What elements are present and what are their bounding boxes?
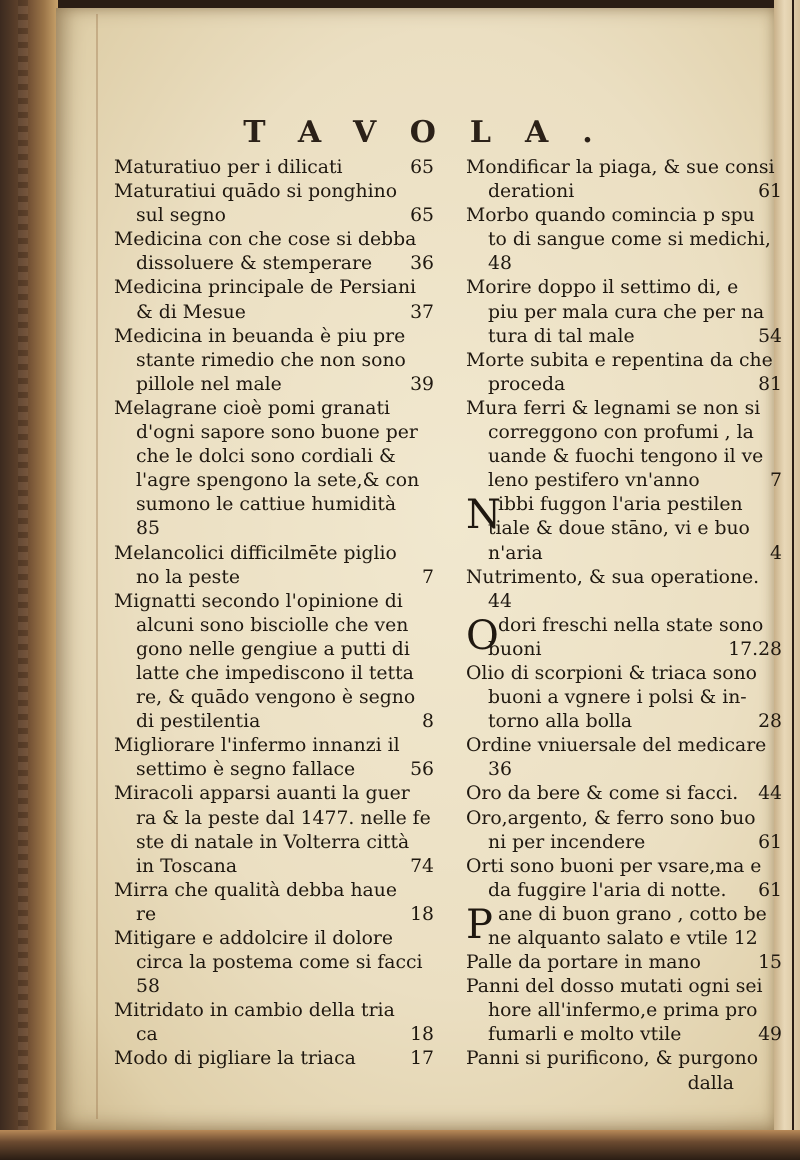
index-entry-text: Olio di scorpioni & triaca sono — [466, 662, 757, 684]
index-entry-line — [114, 758, 434, 782]
page-bottom-edge — [0, 1130, 800, 1160]
index-entry-line — [466, 879, 782, 903]
index-entry-text: ibbi fuggon l'aria pestilen — [498, 494, 743, 516]
index-entry-text: piu per mala cura che per na — [488, 301, 765, 323]
index-entry-line — [114, 276, 434, 300]
index-entry-text: Morbo quando comincia p spu — [466, 205, 755, 227]
index-entry-line — [466, 758, 782, 782]
index-column-right — [466, 156, 782, 1096]
index-entry-text: Maturatiuo per i dilicati — [114, 157, 343, 178]
index-entry-line — [114, 445, 434, 469]
index-entry-text: che le dolci sono cordiali & — [136, 446, 396, 468]
index-entry-line — [114, 180, 434, 204]
catchword — [466, 1072, 782, 1096]
index-entry-text: Mignatti secondo l'opinione di — [114, 590, 403, 612]
index-entry-line — [466, 421, 782, 445]
page-reference-number: 56 — [410, 759, 434, 781]
index-entry-line — [114, 349, 434, 373]
page-reference-number: 81 — [758, 373, 782, 395]
page-reference-number: 61 — [758, 831, 782, 853]
index-entry-line — [466, 180, 782, 204]
index-entry-text: 85 — [136, 518, 160, 540]
index-entry-line — [114, 301, 434, 325]
index-entry-line — [466, 662, 782, 686]
index-entry-text: ste di natale in Volterra città — [136, 831, 410, 853]
page-reference-number: 61 — [758, 181, 782, 203]
index-entry-text: pillole nel male — [136, 373, 282, 395]
index-entry-text: Oro,argento, & ferro sono buo — [466, 807, 756, 829]
page-reference-number: 18 — [410, 903, 434, 925]
page-reference-number: 39 — [410, 373, 434, 395]
index-entry-text: Mitigare e addolcire il dolore — [114, 928, 394, 949]
index-column-left — [114, 156, 434, 1072]
index-entry-text: alcuni sono bisciolle che ven — [136, 614, 409, 636]
index-entry-text: Mondificar la piaga, & sue consi — [466, 157, 775, 178]
index-entry-line — [114, 228, 434, 252]
index-entry-text: ne alquanto salato e vtile 12 — [488, 928, 758, 949]
index-entry-text: dalla — [687, 1072, 734, 1094]
index-entry-line — [114, 662, 434, 686]
index-entry-line — [466, 445, 782, 469]
page-reference-number: 36 — [410, 253, 434, 275]
index-entry-line — [466, 590, 782, 614]
index-entry-line — [114, 879, 434, 903]
index-entry-line — [466, 999, 782, 1023]
index-entry-line — [114, 469, 434, 493]
index-entry-line — [466, 638, 782, 662]
index-entry-line — [114, 614, 434, 638]
index-entry-line — [114, 325, 434, 349]
running-head: TAVOLA. — [243, 115, 627, 150]
page-reference-number: 44 — [758, 783, 782, 805]
index-entry-text: hore all'infermo,e prima pro — [488, 1000, 758, 1022]
index-entry-line — [114, 782, 434, 806]
index-entry-text: re — [136, 903, 157, 925]
index-entry-text: l'agre spengono la sete,& con — [136, 470, 420, 492]
index-entry-line — [466, 204, 782, 228]
index-entry-text: in Toscana — [136, 855, 238, 877]
index-entry-line — [466, 782, 782, 806]
index-entry-text: Orti sono buoni per vsare,ma e — [466, 855, 762, 877]
index-entry-text: 36 — [488, 759, 512, 781]
index-entry-text: Mura ferri & legnami se non si — [466, 397, 761, 419]
index-entry-text: ane di buon grano , cotto be — [498, 903, 767, 925]
page-reference-number: 17.28 — [728, 638, 782, 660]
index-entry-line — [466, 855, 782, 879]
index-entry-text: Melancolici difficilmēte piglio — [114, 542, 397, 564]
index-entry-text: Miracoli apparsi auanti la guer — [114, 783, 410, 805]
index-entry-text: Medicina con che cose si debba — [114, 229, 417, 251]
index-entry-text: Nutrimento, & sua operatione. — [466, 566, 760, 588]
index-entry-text: dissoluere & stemperare — [136, 253, 373, 275]
page-reference-number: 37 — [410, 301, 434, 323]
drop-cap-letter: P — [466, 901, 493, 948]
index-entry-line — [114, 373, 434, 397]
index-entry-text: to di sangue come si medichi, — [488, 229, 771, 251]
index-entry-line — [114, 855, 434, 879]
index-entry-text: dori freschi nella state sono — [498, 614, 764, 636]
index-entry-text: Panni si purificono, & purgono — [466, 1048, 759, 1070]
index-entry-line — [466, 807, 782, 831]
index-entry-line — [114, 590, 434, 614]
page-reference-number: 49 — [758, 1024, 782, 1046]
index-entry-text: circa la postema come si facci — [136, 952, 423, 974]
index-entry-text: latte che impediscono il tetta — [136, 662, 414, 684]
index-entry-text: re, & quādo vengono è segno — [136, 687, 416, 709]
index-entry-text: Mirra che qualità debba haue — [114, 879, 397, 901]
index-entry-text: 48 — [488, 253, 512, 275]
index-entry-line — [114, 710, 434, 734]
drop-cap-letter: O — [466, 612, 499, 659]
index-entry-line — [466, 566, 782, 590]
index-entry-line — [466, 373, 782, 397]
index-entry-text: da fuggire l'aria di notte. — [488, 879, 727, 901]
index-entry-line — [466, 734, 782, 758]
index-entry-line — [114, 903, 434, 927]
page-reference-number: 74 — [410, 855, 434, 877]
index-entry-text: sul segno — [136, 205, 226, 227]
index-entry-text: proceda — [488, 373, 566, 395]
index-entry-line — [114, 517, 434, 541]
page-reference-number: 17 — [410, 1048, 434, 1070]
index-entry-text: derationi — [488, 181, 575, 203]
index-entry-text: d'ogni sapore sono buone per — [136, 422, 418, 444]
index-entry-text: Modo di pigliare la triaca — [114, 1048, 356, 1070]
index-entry-line — [114, 1047, 434, 1071]
page-reference-number: 7 — [770, 470, 782, 492]
index-entry-line — [114, 927, 434, 951]
index-entry-text: ni per incendere — [488, 831, 646, 853]
index-entry-line — [114, 566, 434, 590]
index-entry-line — [114, 493, 434, 517]
page-reference-number: 65 — [410, 157, 434, 178]
page-reference-number: 61 — [758, 879, 782, 901]
index-entry-text: sumono le cattiue humidità — [136, 494, 397, 516]
index-entry-text: n'aria — [488, 542, 543, 564]
index-entry-line — [114, 686, 434, 710]
index-entry-text: ca — [136, 1024, 158, 1046]
book-spine — [0, 0, 58, 1160]
index-entry-text: Ordine vniuersale del medicare — [466, 735, 767, 757]
index-entry-line — [466, 951, 782, 975]
index-entry-text: torno alla bolla — [488, 711, 633, 733]
index-entry-text: Mitridato in cambio della tria — [114, 1000, 395, 1022]
index-entry-text: buoni — [488, 638, 542, 660]
index-entry-line — [114, 1023, 434, 1047]
index-entry-line — [114, 638, 434, 662]
page-reference-number: 8 — [422, 711, 434, 733]
index-entry-line — [466, 1047, 782, 1071]
index-entry-text: Oro da bere & come si facci. — [466, 783, 739, 805]
index-entry-text: 58 — [136, 976, 160, 998]
index-entry-line — [114, 204, 434, 228]
index-entry-line — [114, 975, 434, 999]
index-entry-line — [466, 228, 782, 252]
index-entry-line — [466, 349, 782, 373]
index-entry-text: no la peste — [136, 566, 240, 588]
index-entry-line — [114, 951, 434, 975]
page-reference-number: 18 — [410, 1024, 434, 1046]
index-entry-line — [466, 927, 782, 951]
index-entry-line — [114, 252, 434, 276]
page-reference-number: 7 — [422, 566, 434, 588]
index-entry-text: Maturatiui quādo si ponghino — [114, 181, 398, 203]
index-entry-text: fumarli e molto vtile — [488, 1024, 682, 1046]
index-entry-text: Palle da portare in mano — [466, 952, 701, 974]
index-entry-text: Melagrane cioè pomi granati — [114, 397, 391, 419]
drop-cap-letter: N — [466, 492, 501, 539]
index-entry-line — [466, 975, 782, 999]
page-reference-number: 28 — [758, 711, 782, 733]
page-reference-number: 54 — [758, 325, 782, 347]
index-entry-text: gono nelle gengiue a putti di — [136, 638, 410, 660]
index-entry-text: leno pestifero vn'anno — [488, 470, 700, 492]
index-entry-line — [466, 686, 782, 710]
index-entry-text: Morire doppo il settimo di, e — [466, 277, 739, 299]
index-entry-line — [466, 252, 782, 276]
index-entry-text: Medicina principale de Persiani — [114, 277, 417, 299]
index-entry-line — [466, 542, 782, 566]
index-entry-text: tura di tal male — [488, 325, 635, 347]
page-reference-number: 65 — [410, 205, 434, 227]
index-entry-line — [466, 831, 782, 855]
index-entry-line — [466, 1023, 782, 1047]
page-reference-number: 4 — [770, 542, 782, 564]
index-entry-line — [114, 421, 434, 445]
index-entry-line — [466, 276, 782, 300]
index-entry-line — [114, 999, 434, 1023]
index-entry-text: di pestilentia — [136, 711, 261, 733]
index-entry-line — [114, 156, 434, 180]
index-entry-text: Morte subita e repentina da che — [466, 349, 773, 371]
index-entry-line — [114, 397, 434, 421]
index-entry-line — [114, 734, 434, 758]
index-entry-text: Migliorare l'infermo innanzi il — [114, 735, 400, 757]
index-entry-line — [466, 301, 782, 325]
index-entry-line — [114, 542, 434, 566]
index-entry-text: Panni del dosso mutati ogni sei — [466, 976, 763, 998]
index-entry-text: buoni a vgnere i polsi & in- — [488, 687, 747, 709]
index-entry-text: ra & la peste dal 1477. nelle fe — [136, 807, 431, 829]
index-entry-line — [466, 469, 782, 493]
page-reference-number: 15 — [758, 952, 782, 974]
index-entry-text: stante rimedio che non sono — [136, 349, 406, 371]
index-entry-line — [466, 156, 782, 180]
index-entry-line — [466, 397, 782, 421]
index-entry-line — [114, 807, 434, 831]
index-entry-text: uande & fuochi tengono il ve — [488, 446, 764, 468]
index-entry-text: Medicina in beuanda è piu pre — [114, 325, 406, 347]
index-entry-line — [466, 710, 782, 734]
index-entry-line — [466, 325, 782, 349]
index-entry-text: correggono con profumi , la — [488, 422, 754, 444]
index-entry-line — [114, 831, 434, 855]
index-entry-text: tiale & doue stāno, vi e buo — [488, 518, 750, 540]
index-entry-text: settimo è segno fallace — [136, 759, 356, 781]
index-entry-text: 44 — [488, 590, 512, 612]
index-entry-line — [466, 517, 782, 541]
index-entry-text: & di Mesue — [136, 301, 246, 323]
